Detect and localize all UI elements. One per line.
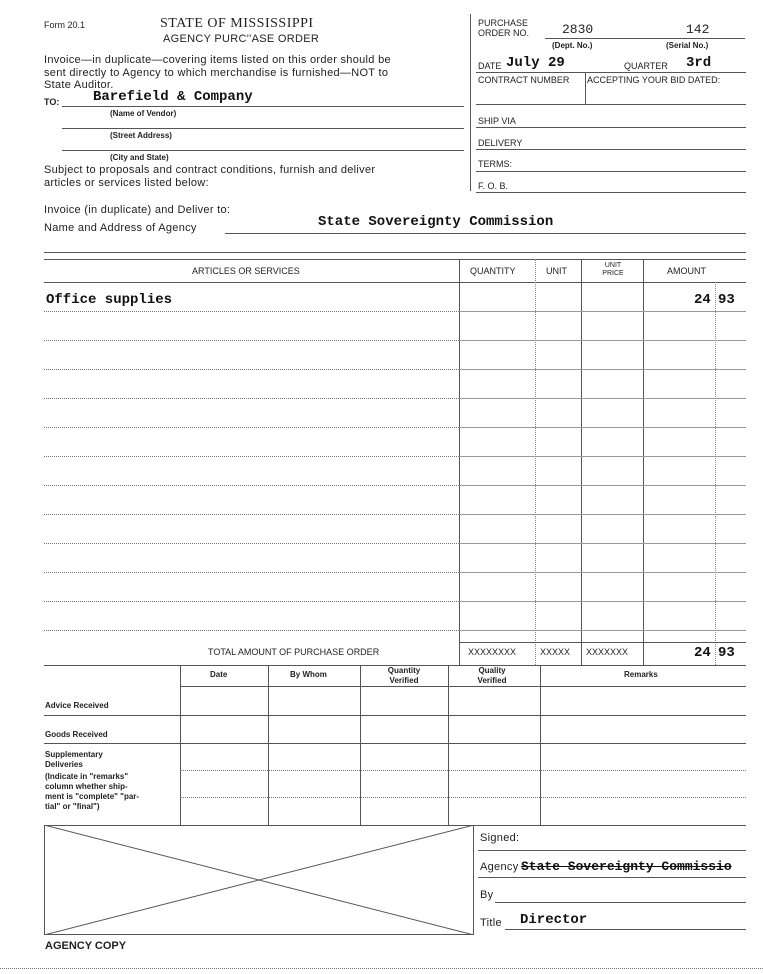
agency-copy-label: AGENCY COPY [45, 940, 127, 952]
subject-line-2: articles or services listed below: [44, 177, 209, 189]
po-label-1: PURCHASE [478, 18, 529, 28]
vendor-name-label: (Name of Vendor) [110, 109, 177, 118]
receipt-header-date: Date [210, 670, 228, 679]
title-value: Director [520, 912, 588, 928]
item-row-rule [44, 311, 459, 312]
total-amount-cents: 93 [718, 645, 735, 661]
item-row-rule [459, 572, 746, 573]
item-amount-dollars: 24 [694, 292, 711, 308]
signature-agency-label: Agency [480, 861, 519, 873]
item-row-rule [44, 630, 459, 631]
delivery-label: DELIVERY [478, 138, 523, 148]
item-row-rule [459, 369, 746, 370]
header-unit: UNIT [546, 266, 567, 276]
form-title: STATE OF MISSISSIPPI [160, 16, 314, 31]
item-row-rule [459, 630, 746, 631]
to-label: TO: [44, 97, 60, 107]
terms-label: TERMS: [478, 159, 513, 169]
receipt-header-qty-verified: Quantity Verified [387, 666, 421, 685]
total-label: TOTAL AMOUNT OF PURCHASE ORDER [208, 647, 380, 657]
header-articles: ARTICLES OR SERVICES [192, 266, 300, 276]
accepting-bid-label: ACCEPTING YOUR BID DATED: [587, 75, 721, 85]
item-row-rule [459, 398, 746, 399]
item-row-rule [44, 369, 459, 370]
title-label: Title [480, 917, 502, 929]
total-qty-x: XXXXXXXX [468, 647, 517, 657]
item-row-rule [44, 340, 459, 341]
supplementary-deliveries-label: Supplementary Deliveries [45, 750, 103, 769]
city-label: (City and State) [110, 153, 169, 162]
vendor-name: Barefield & Company [93, 89, 253, 105]
subject-line-1: Subject to proposals and contract conditions, furnish and deliver [44, 164, 376, 176]
serial-label: (Serial No.) [666, 41, 709, 50]
form-number: Form 20.1 [44, 20, 86, 30]
signed-label: Signed: [480, 832, 520, 844]
quarter-label: QUARTER [624, 61, 668, 71]
total-amount-dollars: 24 [694, 645, 711, 661]
item-row-rule [44, 514, 459, 515]
item-row-rule [459, 543, 746, 544]
total-price-x: XXXXXXX [586, 647, 629, 657]
item-row-rule [44, 485, 459, 486]
instruction-line-1: Invoice—in duplicate—covering items listed on this order should be [44, 54, 391, 66]
header-unit-price: UNIT PRICE [602, 262, 624, 277]
item-row-rule [44, 572, 459, 573]
agency-name-label: Name and Address of Agency [44, 222, 197, 234]
header-quantity: QUANTITY [470, 266, 516, 276]
crossed-out-box [44, 825, 474, 935]
supplementary-note: (Indicate in "remarks" column whether ship- ment is "complete" "par- tial" or "final") [45, 772, 140, 811]
serial-number: 142 [686, 22, 710, 37]
header-amount: AMOUNT [667, 266, 706, 276]
item-row-rule [459, 340, 746, 341]
ship-via-label: SHIP VIA [478, 116, 516, 126]
date-value: July 29 [506, 55, 565, 71]
dept-label: (Dept. No.) [552, 41, 593, 50]
agency-name-value: State Sovereignty Commission [318, 214, 554, 230]
item-row-rule [44, 398, 459, 399]
fob-label: F. O. B. [478, 181, 509, 191]
item-row-rule [44, 543, 459, 544]
total-unit-x: XXXXX [540, 647, 571, 657]
date-label: DATE [478, 61, 502, 71]
receipt-header-quality-verified: Quality Verified [477, 666, 507, 685]
goods-received-label: Goods Received [45, 730, 108, 739]
item-row-rule [459, 311, 746, 312]
instruction-line-3: State Auditor. [44, 79, 114, 91]
item-row-rule [44, 456, 459, 457]
form-subtitle: AGENCY PURC''ASE ORDER [163, 33, 320, 45]
item-row-rule [459, 485, 746, 486]
deliver-to-label: Invoice (in duplicate) and Deliver to: [44, 204, 231, 216]
by-label: By [480, 889, 494, 901]
item-row-rule [459, 456, 746, 457]
item-row-rule [44, 601, 459, 602]
item-article: Office supplies [46, 292, 173, 308]
item-row-rule [44, 427, 459, 428]
instruction-line-2: sent directly to Agency to which merchandise is furnished—NOT to [44, 67, 389, 79]
item-row-rule [459, 514, 746, 515]
item-amount-cents: 93 [718, 292, 735, 308]
receipt-header-by-whom: By Whom [290, 670, 327, 679]
contract-label: CONTRACT NUMBER [478, 75, 570, 85]
item-row-rule [459, 427, 746, 428]
item-row-rule [459, 601, 746, 602]
signature-agency-value: State Sovereignty Commissio [521, 859, 732, 874]
advice-received-label: Advice Received [45, 701, 109, 710]
street-label: (Street Address) [110, 131, 172, 140]
po-label-2: ORDER NO. [478, 28, 530, 38]
dept-number: 2830 [562, 22, 594, 37]
quarter-value: 3rd [686, 55, 712, 71]
receipt-header-remarks: Remarks [624, 670, 658, 679]
